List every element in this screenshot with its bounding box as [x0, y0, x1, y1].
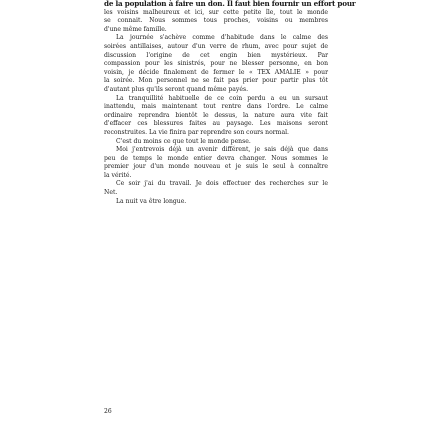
- text-line: Net.: [104, 189, 118, 197]
- paragraph-start-line: C'est du moins ce que tout le monde pense.: [116, 137, 251, 145]
- paragraph-start-line: La tranquillité habituelle de ce coin perdu a eu un sursaut: [116, 94, 328, 102]
- page-number: 26: [104, 408, 112, 415]
- text-line: d'effacer ces blessures faites au paysage. Les maisons seront: [104, 120, 328, 128]
- text-line: compassion pour les sinistrés, pour ne blesser personne, en bon: [104, 60, 328, 68]
- text-line: se connait. Nous sommes tous proches, voisins ou membres: [104, 17, 328, 25]
- text-line: d'une même famille.: [104, 25, 167, 33]
- text-line: ordinaire reprendra bientôt le dessus, la nature aura vite fait: [104, 111, 328, 119]
- text-line: discussion l'origine de cet engin bien mystérieux. Par: [104, 51, 328, 59]
- text-line: les voisins malheureux et ici, sur cette petite île, tout le monde: [104, 8, 328, 16]
- text-line: voisin, je décide finalement de fermer le « TEX AMALIE » pour: [104, 68, 328, 76]
- body-text: [104, 0, 356, 206]
- text-line: la soirée. Mon personnel ne se fait pas prier pour partir plus tôt: [104, 77, 328, 85]
- text-line: peu de temps le monde entier devra changer. Nous sommes le: [104, 154, 328, 162]
- paragraph-start-line: Moi j'entrevois déjà un avenir différent, je sais déjà que dans: [116, 146, 328, 154]
- text-line: premier jour d'un monde nouveau et je suis le seul à connaître: [104, 163, 328, 171]
- text-line: la vérité.: [104, 171, 132, 179]
- paragraph-start-line: La nuit va être longue.: [116, 197, 187, 205]
- paragraph-start-line: Ce soir j'ai du travail. Je dois effectuer des recherches sur le: [116, 180, 328, 188]
- paragraph-start-line: La journée s'achève comme d'habitude dans le calme des: [116, 34, 328, 42]
- text-line: d'autant plus qu'ils seront quand même payés.: [104, 85, 249, 93]
- text-line: reconstruites. La vie finira par reprendre son cours normal.: [104, 128, 289, 136]
- text-line: soirées antillaises, autour d'un verre de rhum, avec pour sujet de: [104, 42, 328, 50]
- text-line: de la population à faire un don. Il faut bien fournir un effort pour: [104, 0, 356, 8]
- text-line: inattendu, mais maintenant tout rentre dans l'ordre. Le calme: [104, 103, 328, 111]
